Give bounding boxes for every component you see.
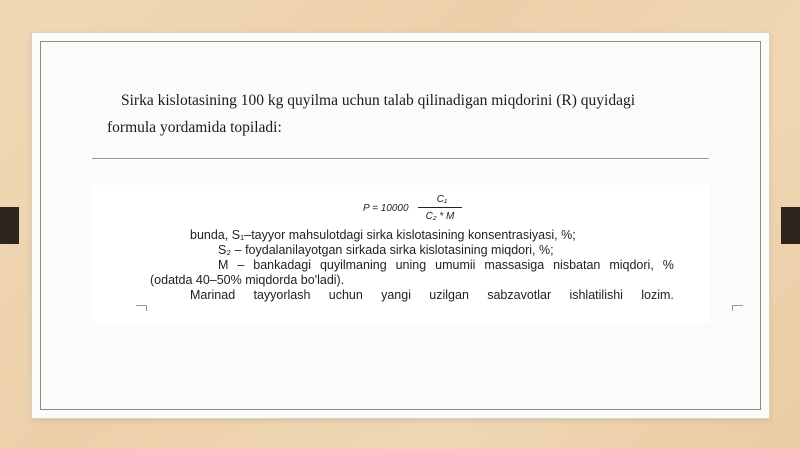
word: uchun xyxy=(328,288,363,302)
formula-denominator: C₂ * M xyxy=(425,211,455,222)
word: lozim. xyxy=(641,288,674,302)
word: sabzavotlar xyxy=(487,288,552,302)
word: yangi xyxy=(381,288,411,302)
word: tayyorlash xyxy=(253,288,311,302)
word: umumii xyxy=(435,258,476,272)
corner-mark-right xyxy=(732,305,743,311)
definition-m-continued: (odatda 40–50% miqdorda bo'ladi). xyxy=(150,273,345,287)
fraction-bar xyxy=(418,207,462,208)
formula-lhs: P = 10000 xyxy=(363,203,409,214)
definition-s2: S₂ – foydalanilayotgan sirkada sirka kislotasining miqdori, %; xyxy=(218,243,554,257)
word: nisbatan xyxy=(553,258,601,272)
intro-paragraph xyxy=(107,87,667,141)
intro-line-1: Sirka kislotasining 100 kg quyilma uchun talab qilinadigan miqdorini (R) quyidagi xyxy=(121,92,636,109)
word: M xyxy=(218,258,229,272)
word: – xyxy=(237,258,245,272)
definition-s1: bunda, S₁–tayyor mahsulotdagi sirka kislotasining konsentrasiyasi, %; xyxy=(190,228,576,242)
definition-m xyxy=(218,258,674,273)
divider xyxy=(92,158,709,159)
word: uzilgan xyxy=(429,288,469,302)
formula-numerator: C₁ xyxy=(436,194,448,205)
formula-fraction xyxy=(418,193,462,223)
word: % xyxy=(662,258,674,272)
left-edge-tab xyxy=(0,207,19,244)
word: bankadagi xyxy=(253,258,311,272)
word: quyilmaning xyxy=(319,258,387,272)
word: massasiga xyxy=(484,258,545,272)
word: miqdori, xyxy=(609,258,654,272)
intro-line-2: formula yordamida topiladi: xyxy=(107,119,282,136)
right-edge-tab xyxy=(781,207,800,244)
marinad-sentence xyxy=(190,288,674,303)
slide xyxy=(32,33,769,418)
pasted-text-image xyxy=(92,185,710,323)
word: ishlatilishi xyxy=(569,288,623,302)
word: uning xyxy=(395,258,427,272)
word: Marinad xyxy=(190,288,236,302)
corner-mark-left xyxy=(136,305,147,311)
